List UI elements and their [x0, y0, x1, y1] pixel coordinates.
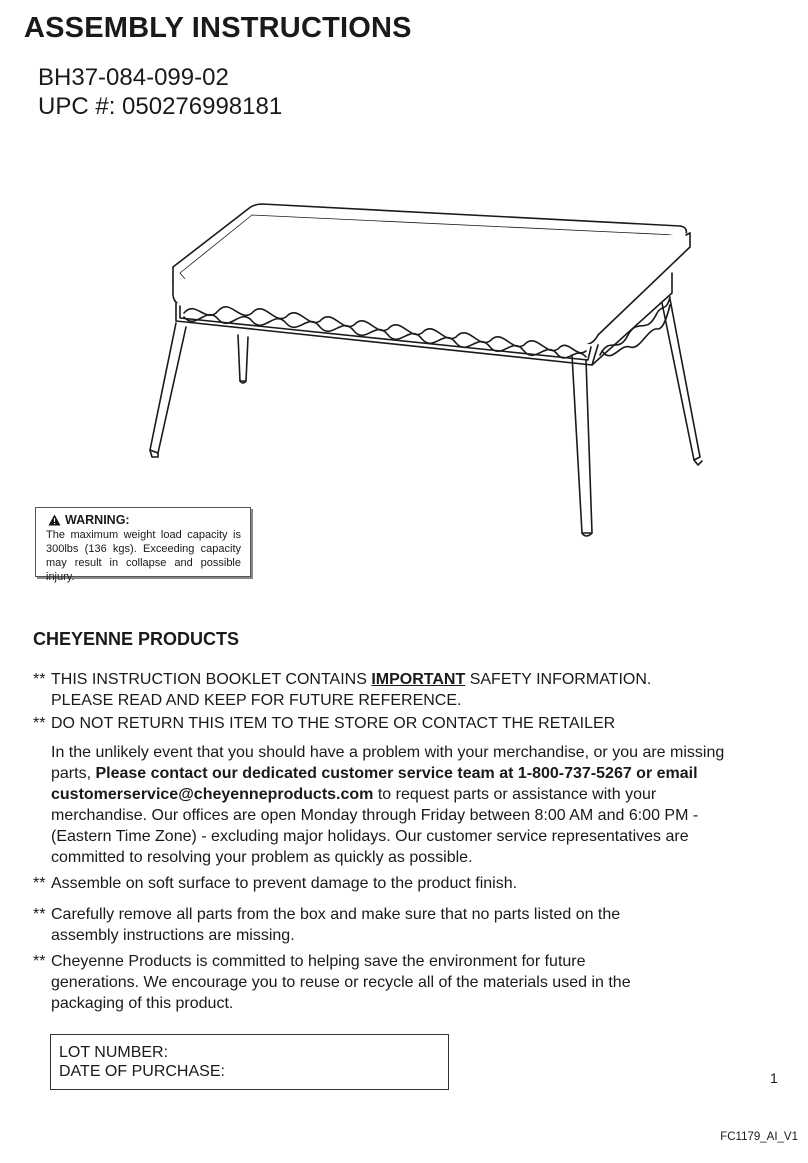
note-check-parts	[33, 904, 643, 946]
note-safety-information	[33, 669, 733, 711]
bullet-stars: **	[33, 875, 46, 892]
note-soft-surface	[33, 873, 633, 894]
bench-illustration	[140, 195, 710, 540]
date-of-purchase-label: DATE OF PURCHASE:	[59, 1063, 225, 1080]
lot-number-box	[50, 1034, 449, 1090]
page-number: 1	[770, 1070, 778, 1086]
footer-code: FC1179_AI_V1	[720, 1131, 798, 1143]
note-text: DO NOT RETURN THIS ITEM TO THE STORE OR CONTACT THE RETAILER	[51, 715, 616, 732]
bullet-stars: **	[33, 671, 46, 688]
note-text: Assemble on soft surface to prevent damage to the product finish.	[51, 875, 518, 892]
paragraph-text: In the unlikely event that you should have a problem with your merchandise, or you are missing parts,	[51, 744, 725, 782]
warning-heading-text: WARNING:	[65, 513, 130, 527]
note-text-line2: PLEASE READ AND KEEP FOR FUTURE REFERENCE.	[51, 692, 462, 709]
lot-number-label: LOT NUMBER:	[59, 1044, 169, 1061]
note-environment	[33, 951, 653, 1014]
contact-emphasis: Please contact our dedicated customer service team at 1-800-737-5267 or email customerservice@cheyenneproducts.com	[51, 765, 698, 803]
paragraph-text: to request parts or assistance with your merchandise. Our offices are open Monday through Friday between 8:00 AM and 6:00 PM - (Eastern Time Zone) - excluding major holidays. Our customer service representatives are committed to resolving your problem as quickly as possible.	[51, 786, 699, 866]
note-text: Cheyenne Products is committed to helping save the environment for future generations. We encourage you to reuse or recycle all of the materials used in the packaging of this product.	[51, 953, 631, 1012]
note-text: SAFETY INFORMATION.	[465, 671, 652, 688]
note-do-not-return	[33, 713, 733, 734]
warning-text: The maximum weight load capacity is 300lbs (136 kgs). Exceeding capacity may result in collapse and possible injury.	[46, 529, 241, 583]
warning-box	[35, 507, 251, 583]
customer-service-paragraph	[51, 742, 751, 868]
upc-number: UPC #: 050276998181	[38, 93, 283, 120]
document-title: ASSEMBLY INSTRUCTIONS	[24, 12, 412, 44]
bullet-stars: **	[33, 953, 46, 970]
company-name: CHEYENNE PRODUCTS	[33, 629, 240, 649]
model-number: BH37-084-099-02	[38, 64, 229, 91]
warning-triangle-icon	[48, 514, 61, 526]
important-emphasis: IMPORTANT	[371, 671, 466, 688]
note-text: THIS INSTRUCTION BOOKLET CONTAINS	[51, 671, 372, 688]
bullet-stars: **	[33, 906, 46, 923]
bullet-stars: **	[33, 715, 46, 732]
note-text: Carefully remove all parts from the box and make sure that no parts listed on the assembly instructions are missing.	[51, 906, 621, 944]
warning-heading	[48, 513, 241, 527]
